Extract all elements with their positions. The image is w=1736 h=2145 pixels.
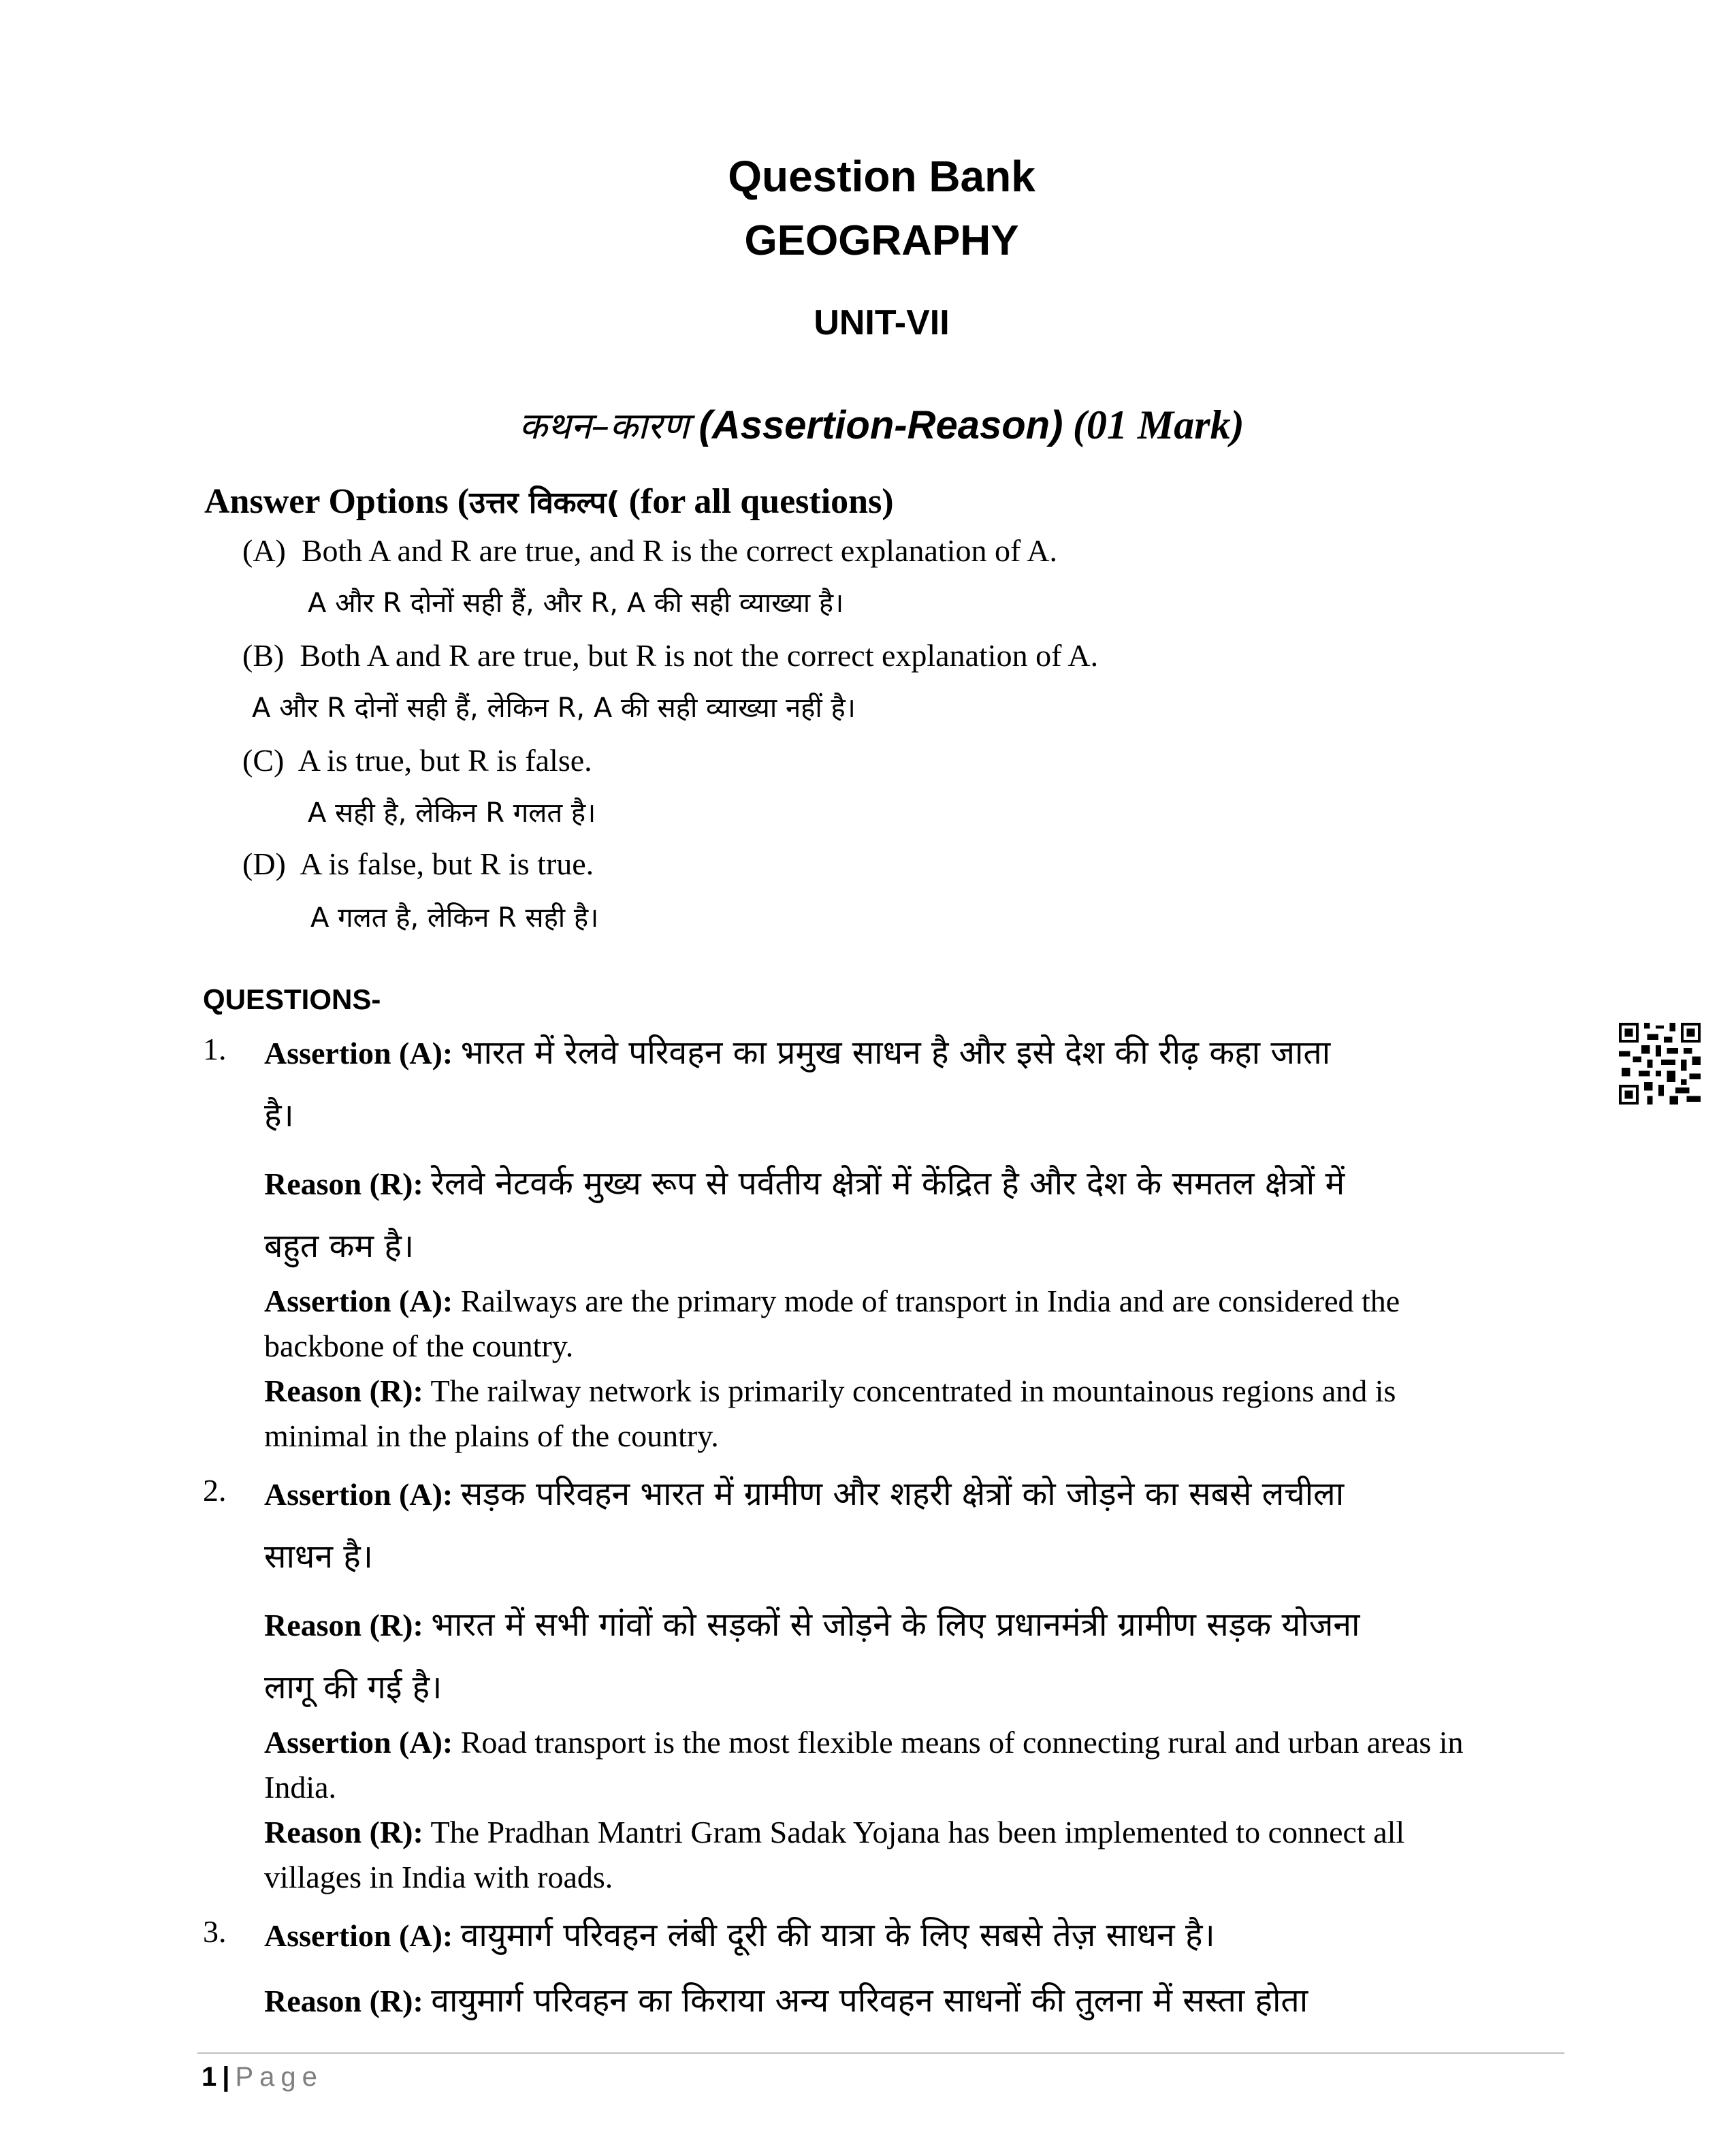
option-d-english [242,846,594,882]
qr-code-icon [1619,1023,1701,1105]
question-1-assertion-hindi [264,1030,1330,1074]
option-d-hindi: A गलत है, लेकिन R सही है। [310,902,599,934]
page-number: 1 [202,2062,217,2092]
option-d-label: (D) [242,846,286,881]
reason-label: Reason (R): [264,1373,423,1408]
question-1-assertion-english-line-2: backbone of the country. [264,1329,574,1363]
question-3-number: 3. [203,1914,227,1949]
question-2-reason-english [264,1814,1404,1850]
question-2-assertion-english-line-1: Road transport is the most flexible means of connecting rural and urban areas in [460,1725,1464,1760]
question-1-assertion-hindi-line-2: है। [264,1096,294,1134]
question-1-assertion-english [264,1283,1400,1319]
option-a-english [242,533,1057,569]
option-c-label: (C) [242,743,285,778]
question-3-assertion-hindi [264,1912,1215,1956]
question-1-assertion-english-line-1: Railways are the primary mode of transport in India and are considered the [460,1284,1400,1318]
question-2-assertion-hindi-line-1: सड़क परिवहन भारत में ग्रामीण और शहरी क्षेत्रों को जोड़ने का सबसे लचीला [460,1475,1345,1513]
question-1-reason-hindi-line-2: बहुत कम है। [264,1227,415,1265]
option-d-text: A is false, but R is true. [300,846,594,881]
page-footer [202,2062,323,2093]
unit-heading: UNIT-VII [814,303,950,343]
question-1-number: 1. [203,1032,227,1066]
footer-separator: | [222,2062,230,2092]
section-heading [0,399,1736,449]
option-c-hindi: A सही है, लेकिन R गलत है। [308,797,596,829]
question-1-reason-english-line-2: minimal in the plains of the country. [264,1418,719,1453]
assertion-label: Assertion (A): [264,1918,453,1953]
section-heading-english: (Assertion-Reason) [698,403,1063,447]
question-2-assertion-hindi [264,1471,1344,1515]
option-a-text: Both A and R are true, and R is the correct explanation of A. [301,533,1057,568]
answer-options-heading-en: Answer Options ( [204,482,470,521]
option-b-text: Both A and R are true, but R is not the correct explanation of A. [300,638,1099,673]
page-label: Page [235,2062,323,2092]
question-1-reason-english [264,1373,1396,1409]
question-1-reason-hindi [264,1160,1345,1205]
footer-divider [197,2052,1564,2054]
document-title: Question Bank [728,152,1035,201]
answer-options-heading-hi: उत्तर विकल्प( [469,486,620,520]
assertion-label: Assertion (A): [264,1036,453,1070]
question-1-reason-english-line-1: The railway network is primarily concentrated in mountainous regions and is [430,1373,1396,1408]
question-2-assertion-hindi-line-2: साधन है। [264,1538,373,1576]
question-2-reason-hindi [264,1602,1360,1646]
questions-heading: QUESTIONS- [203,983,381,1015]
question-1-reason-hindi-line-1: रेलवे नेटवर्क मुख्य रूप से पर्वतीय क्षेत्रों में केंद्रित है और देश के समतल क्षेत्रों में [431,1164,1345,1203]
section-heading-hindi: कथन–कारण [519,404,689,447]
question-3-reason-hindi [264,1977,1308,2022]
option-b-label: (B) [242,638,285,673]
question-2-reason-english-line-2: villages in India with roads. [264,1860,613,1894]
assertion-label: Assertion (A): [264,1284,453,1318]
assertion-label: Assertion (A): [264,1477,453,1512]
option-b-hindi: A और R दोनों सही हैं, लेकिन R, A की सही व्याख्या नहीं है। [252,693,856,724]
question-2-reason-hindi-line-2: लागू की गई है। [264,1668,443,1706]
reason-label: Reason (R): [264,1984,423,2018]
question-2-assertion-english [264,1724,1464,1760]
option-b-english [242,637,1098,673]
question-1-assertion-hindi-line-1: भारत में रेलवे परिवहन का प्रमुख साधन है और इसे देश की रीढ़ कहा जाता [460,1034,1331,1072]
answer-options-heading [204,481,894,522]
subject-heading: GEOGRAPHY [744,217,1019,264]
question-2-assertion-english-line-2: India. [264,1770,337,1805]
reason-label: Reason (R): [264,1166,423,1201]
question-2-reason-hindi-line-1: भारत में सभी गांवों को सड़कों से जोड़ने के लिए प्रधानमंत्री ग्रामीण सड़क योजना [431,1606,1360,1644]
option-c-english [242,742,592,778]
option-c-text: A is true, but R is false. [298,743,592,778]
section-heading-marks: (01 Mark) [1072,402,1244,447]
question-3-assertion-hindi-line-1: वायुमार्ग परिवहन लंबी दूरी की यात्रा के लिए सबसे तेज़ साधन है। [460,1916,1215,1954]
option-a-hindi: A और R दोनों सही हैं, और R, A की सही व्याख्या है। [308,588,844,619]
answer-options-heading-tail: (for all questions) [620,482,894,521]
question-2-reason-english-line-1: The Pradhan Mantri Gram Sadak Yojana has been implemented to connect all [430,1815,1405,1849]
assertion-label: Assertion (A): [264,1725,453,1760]
reason-label: Reason (R): [264,1815,423,1849]
question-2-number: 2. [203,1473,227,1508]
question-3-reason-hindi-line-1: वायुमार्ग परिवहन का किराया अन्य परिवहन साधनों की तुलना में सस्ता होता [431,1982,1308,2020]
reason-label: Reason (R): [264,1608,423,1642]
option-a-label: (A) [242,533,286,568]
